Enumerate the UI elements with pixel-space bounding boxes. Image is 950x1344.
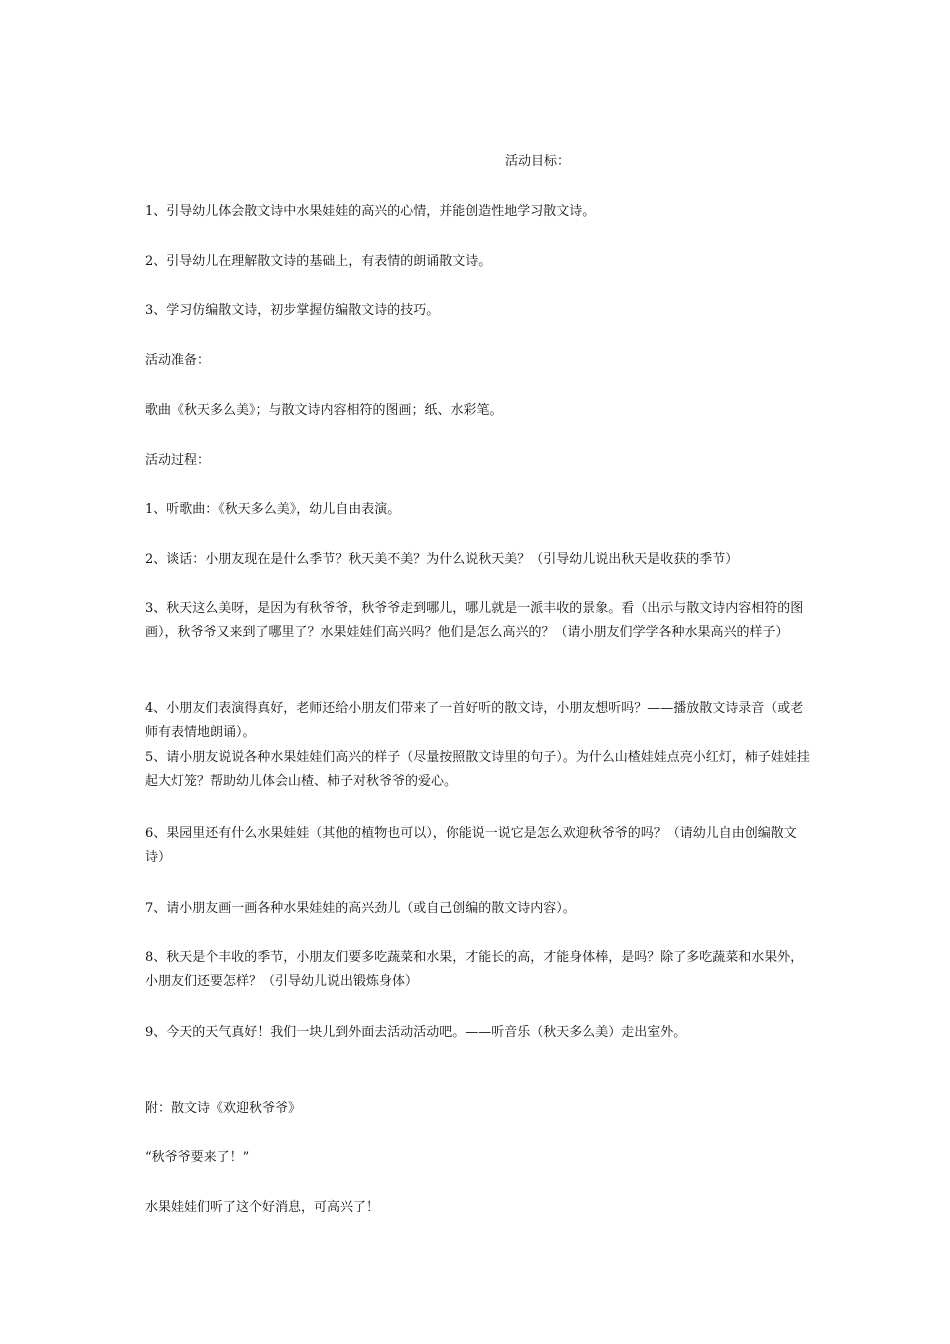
goal-2: 2、引导幼儿在理解散文诗的基础上，有表情的朗诵散文诗。 <box>145 254 492 269</box>
quote-line: “秋爷爷要来了！” <box>145 1150 250 1165</box>
step-5: 5、请小朋友说说各种水果娃娃们高兴的样子（尽量按照散文诗里的句子）。为什么山楂娃娃点亮小红灯，柿子娃娃挂起大灯笼？帮助幼儿体会山楂、柿子对秋爷爷的爱心。 <box>145 750 810 789</box>
goal-1: 1、引导幼儿体会散文诗中水果娃娃的高兴的心情，并能创造性地学习散文诗。 <box>145 204 596 219</box>
step-3: 3、秋天这么美呀，是因为有秋爷爷，秋爷爷走到哪儿，哪儿就是一派丰收的景象。看（出示与散文诗内容相符的图画），秋爷爷又来到了哪里了？水果娃娃们高兴吗？他们是怎么高兴的？（请小朋友们学学各种水果高兴的样子） <box>145 601 804 640</box>
goal-3: 3、学习仿编散文诗，初步掌握仿编散文诗的技巧。 <box>145 303 440 318</box>
appendix-heading: 附：散文诗《欢迎秋爷爷》 <box>145 1101 302 1116</box>
step-9: 9、今天的天气真好！我们一块儿到外面去活动活动吧。——听音乐（秋天多么美）走出室外。 <box>145 1025 687 1040</box>
step-8: 8、秋天是个丰收的季节，小朋友们要多吃蔬菜和水果，才能长的高，才能身体棒，是吗？除了多吃蔬菜和水果外，小朋友们还要怎样？（引导幼儿说出锻炼身体） <box>145 950 804 989</box>
last-line: 水果娃娃们听了这个好消息，可高兴了！ <box>145 1200 380 1215</box>
step-7: 7、请小朋友画一画各种水果娃娃的高兴劲儿（或自己创编的散文诗内容）。 <box>145 901 576 916</box>
step-1: 1、听歌曲：《秋天多么美》，幼儿自由表演。 <box>145 502 401 517</box>
heading-process: 活动过程： <box>145 453 211 468</box>
heading-prep: 活动准备： <box>145 353 211 368</box>
step-2: 2、谈话：小朋友现在是什么季节？秋天美不美？为什么说秋天美？（引导幼儿说出秋天是收获的季节） <box>145 552 739 567</box>
step-4: 4、小朋友们表演得真好，老师还给小朋友们带来了一首好听的散文诗，小朋友想听吗？——播放散文诗录音（或老师有表情地朗诵）。 <box>145 701 804 740</box>
prep-text: 歌曲《秋天多么美》；与散文诗内容相符的图画；纸、水彩笔。 <box>145 403 503 418</box>
heading-goals: 活动目标： <box>505 154 571 169</box>
step-6: 6、果园里还有什么水果娃娃（其他的植物也可以），你能说一说它是怎么欢迎秋爷爷的吗？（请幼儿自由创编散文诗） <box>145 826 797 865</box>
